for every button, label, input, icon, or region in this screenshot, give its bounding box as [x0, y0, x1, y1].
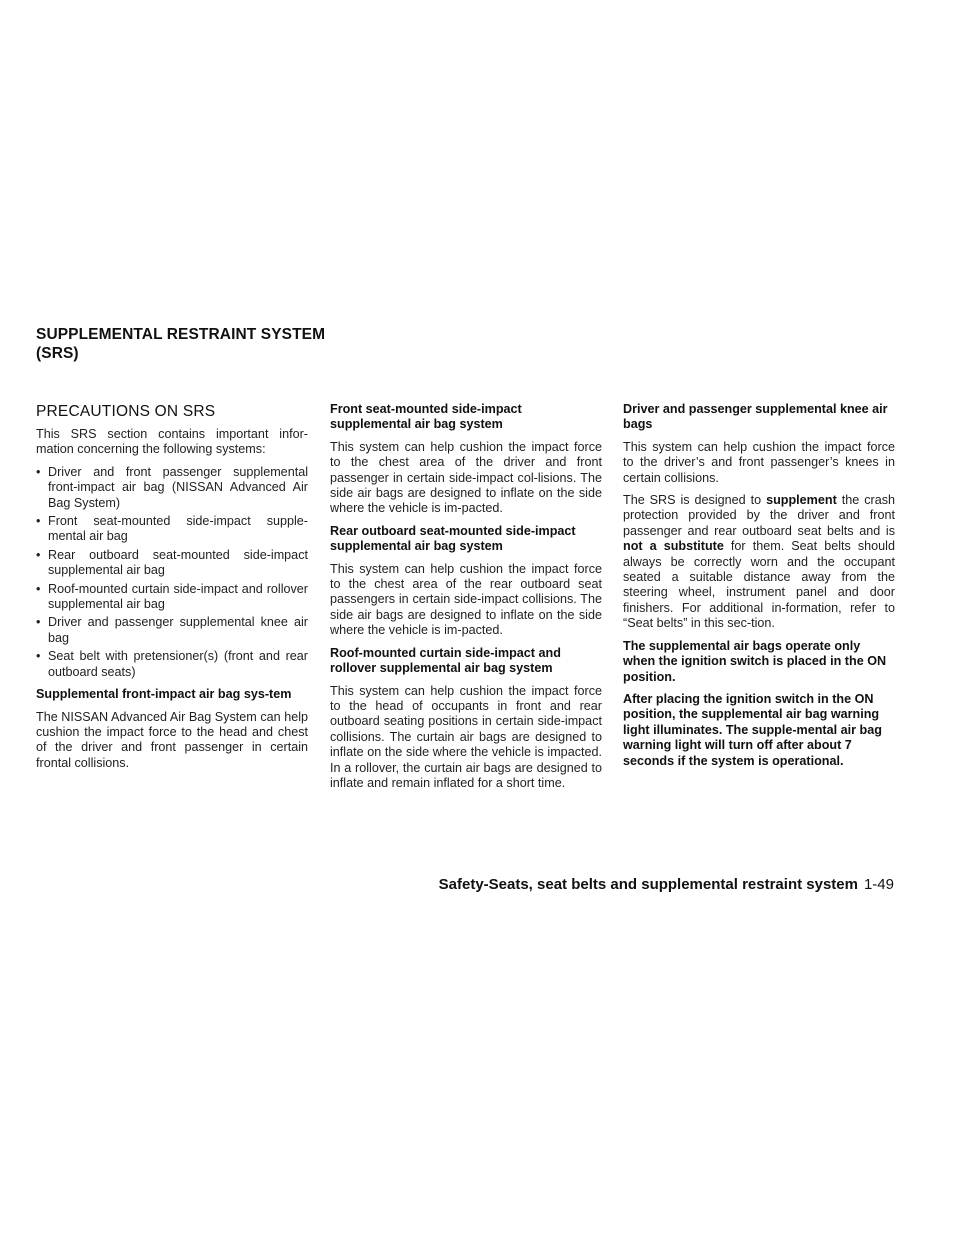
front-impact-heading: Supplemental front-impact air bag sys-tem — [36, 687, 292, 702]
column-3 — [623, 402, 895, 776]
section-title-line-2: (SRS) — [36, 345, 79, 362]
srs-design-text-a: The SRS is designed to — [623, 493, 767, 508]
list-item — [36, 582, 308, 613]
section-title — [36, 325, 336, 363]
list-item-text: Roof-mounted curtain side-impact and rollover supplemental air bag — [48, 581, 308, 612]
section-title-line-1: SUPPLEMENTAL RESTRAINT SYSTEM — [36, 326, 326, 343]
column-2 — [330, 402, 602, 798]
list-item — [36, 548, 308, 579]
list-item — [36, 514, 308, 545]
bullet-icon: • — [36, 464, 41, 479]
ignition-on-warning: The supplemental air bags operate only when the ignition switch is placed in the ON position. — [623, 638, 887, 684]
chapter-title: Safety-Seats, seat belts and supplemental restraint system — [438, 876, 858, 893]
knee-airbag-heading: Driver and passenger supplemental knee air bags — [623, 402, 888, 432]
bullet-icon: • — [36, 547, 41, 562]
front-impact-paragraph: The NISSAN Advanced Air Bag System can help cushion the impact force to the head and chest of the driver and front passenger in certain frontal collisions. — [36, 709, 308, 770]
bullet-icon: • — [36, 514, 41, 529]
front-side-impact-heading: Front seat-mounted side-impact supplemental air bag system — [330, 402, 522, 432]
list-item — [36, 615, 308, 646]
curtain-airbag-heading: Roof-mounted curtain side-impact and rollover supplemental air bag system — [330, 645, 561, 676]
bullet-icon: • — [36, 581, 41, 596]
knee-airbag-paragraph: This system can help cushion the impact force to the driver’s and front passenger’s knees in certain collisions. — [623, 439, 895, 485]
srs-design-text-e: for them. Seat belts should always be correctly worn and the occupant seated a suitable distance away from the steering wheel, instrument panel and door finishers. For additional in-formation, refer to “Seat belts” in this sec-tion. — [623, 539, 895, 631]
supplement-emphasis: supplement — [766, 493, 837, 508]
warning-light-note: After placing the ignition switch in the ON position, the supplemental air bag warning light illuminates. The supple-mental air bag warning light will turn off after about 7 seconds if the system is operational. — [623, 691, 882, 768]
rear-side-impact-paragraph: This system can help cushion the impact force to the chest area of the rear outboard seat passengers in certain side-impact collisions. The side air bags are designed to inflate on the side where the vehicle is im-pacted. — [330, 561, 602, 638]
list-item-text: Seat belt with pretensioner(s) (front and rear outboard seats) — [48, 649, 308, 679]
page-footer — [439, 876, 894, 894]
rear-side-impact-heading: Rear outboard seat-mounted side-impact supplemental air bag system — [330, 523, 576, 554]
bullet-icon: • — [36, 649, 41, 664]
precautions-subtitle: PRECAUTIONS ON SRS — [36, 403, 216, 420]
srs-design-text-c: the crash protection provided by the driver and front passenger and rear outboard seat belts and is — [623, 493, 895, 538]
curtain-airbag-paragraph: This system can help cushion the impact force to the head of occupants in front and rear outboard seating positions in certain side-impact collisions. The curtain air bags are designed to inflate on the side where the vehicle is impacted. In a rollover, the curtain air bags are designed to inflate and remain inflated for a short time. — [330, 683, 602, 790]
list-item — [36, 649, 308, 680]
list-item-text: Driver and passenger supplemental knee air bag — [48, 615, 308, 645]
list-item-text: Front seat-mounted side-impact supple-mental air bag — [48, 514, 308, 544]
bullet-icon: • — [36, 615, 41, 630]
list-item-text: Driver and front passenger supplemental front-impact air bag (NISSAN Advanced Air Bag System) — [48, 464, 308, 510]
list-item-text: Rear outboard seat-mounted side-impact supplemental air bag — [48, 547, 308, 578]
systems-list — [36, 465, 308, 680]
column-1 — [36, 402, 308, 778]
srs-design-paragraph — [623, 493, 895, 632]
intro-paragraph: This SRS section contains important infor-mation concerning the following systems: — [36, 427, 308, 457]
not-a-substitute-emphasis: not a substitute — [623, 539, 724, 554]
front-side-impact-paragraph: This system can help cushion the impact force to the chest area of the driver and front passenger in certain side-impact col-lisions. The side air bags are designed to inflate on the side where the vehicle is im-pacted. — [330, 439, 602, 516]
page-number: 1-49 — [863, 876, 894, 893]
list-item — [36, 465, 308, 511]
